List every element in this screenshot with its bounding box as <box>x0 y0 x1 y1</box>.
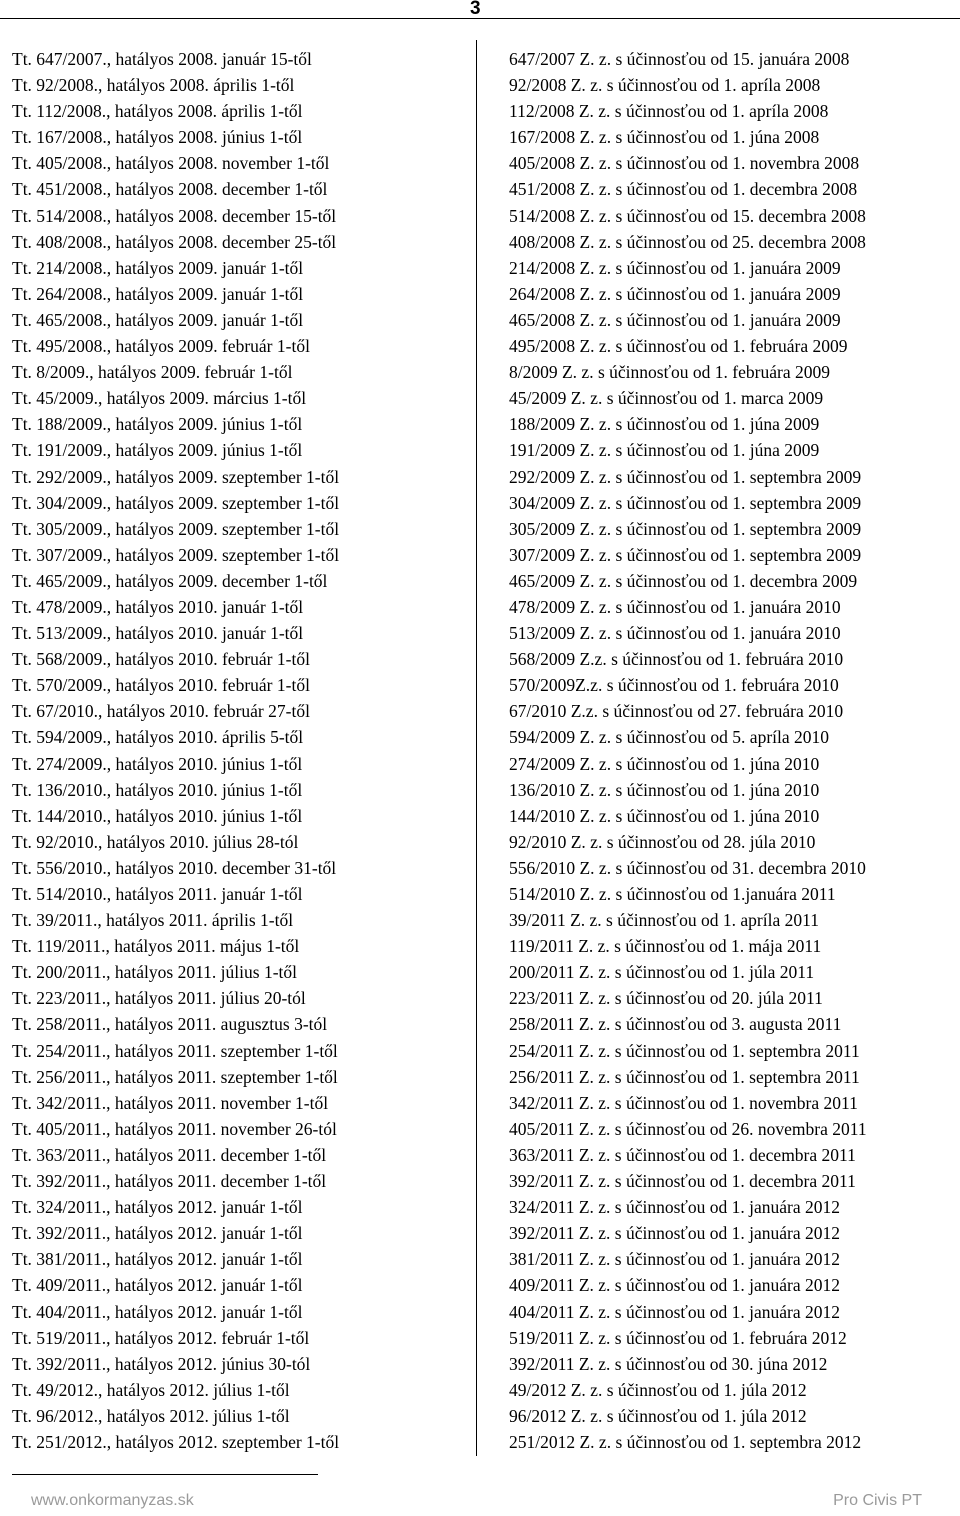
hungarian-amendment-entry: Tt. 568/2009., hatályos 2010. február 1-től <box>12 649 310 670</box>
hungarian-amendment-entry: Tt. 465/2009., hatályos 2009. december 1-től <box>12 570 328 591</box>
slovak-amendment-entry: 647/2007 Z. z. s účinnosťou od 15. januára 2008 <box>509 49 850 69</box>
hungarian-amendment-entry: Tt. 45/2009., hatályos 2009. március 1-től <box>12 388 307 409</box>
hungarian-amendment-entry: Tt. 495/2008., hatályos 2009. február 1-től <box>12 336 310 357</box>
slovak-amendment-entry: 96/2012 Z. z. s účinnosťou od 1. júla 2012 <box>509 1405 807 1426</box>
hungarian-amendment-entry: Tt. 305/2009., hatályos 2009. szeptember 1-től <box>12 518 340 539</box>
hungarian-amendment-entry: Tt. 112/2008., hatályos 2008. április 1-től <box>12 101 303 122</box>
slovak-amendment-entry: 465/2008 Z. z. s účinnosťou od 1. januára 2009 <box>509 309 841 330</box>
hungarian-amendment-entry: Tt. 451/2008., hatályos 2008. december 1-től <box>12 179 328 200</box>
hungarian-amendment-entry: Tt. 478/2009., hatályos 2010. január 1-től <box>12 596 304 617</box>
hungarian-amendment-entry: Tt. 223/2011., hatályos 2011. július 20-tól <box>12 988 306 1009</box>
slovak-amendment-entry: 256/2011 Z. z. s účinnosťou od 1. septembra 2011 <box>509 1066 860 1087</box>
hungarian-amendment-entry: Tt. 392/2011., hatályos 2012. június 30-tól <box>12 1353 311 1374</box>
hungarian-amendment-entry: Tt. 556/2010., hatályos 2010. december 31-től <box>12 857 337 878</box>
hungarian-amendment-entry: Tt. 594/2009., hatályos 2010. április 5-től <box>12 727 304 748</box>
hungarian-amendment-entry: Tt. 167/2008., hatályos 2008. június 1-től <box>12 127 303 148</box>
slovak-amendment-entry: 513/2009 Z. z. s účinnosťou od 1. januára 2010 <box>509 623 841 644</box>
slovak-amendment-entry: 363/2011 Z. z. s účinnosťou od 1. decembra 2011 <box>509 1144 856 1165</box>
slovak-amendment-entry: 188/2009 Z. z. s účinnosťou od 1. júna 2009 <box>509 414 820 435</box>
slovak-amendment-entry: 251/2012 Z. z. s účinnosťou od 1. septembra 2012 <box>509 1431 862 1452</box>
slovak-amendment-entry: 264/2008 Z. z. s účinnosťou od 1. januára 2009 <box>509 283 841 304</box>
slovak-amendment-entry: 465/2009 Z. z. s účinnosťou od 1. decembra 2009 <box>509 570 858 591</box>
hungarian-amendment-entry: Tt. 647/2007., hatályos 2008. január 15-től <box>12 49 312 69</box>
slovak-amendment-entry: 392/2011 Z. z. s účinnosťou od 30. júna 2012 <box>509 1353 828 1374</box>
slovak-amendment-entry: 514/2010 Z. z. s účinnosťou od 1.januára 2011 <box>509 884 836 904</box>
hungarian-amendment-entry: Tt. 514/2008., hatályos 2008. december 15-től <box>12 205 337 226</box>
slovak-amendment-entry: 307/2009 Z. z. s účinnosťou od 1. septembra 2009 <box>509 544 862 565</box>
slovak-amendment-entry: 324/2011 Z. z. s účinnosťou od 1. januára 2012 <box>509 1197 841 1218</box>
slovak-amendment-entry: 556/2010 Z. z. s účinnosťou od 31. decembra 2010 <box>509 857 866 878</box>
hungarian-amendment-entry: Tt. 304/2009., hatályos 2009. szeptember 1-től <box>12 492 340 513</box>
slovak-amendment-entry: 451/2008 Z. z. s účinnosťou od 1. decembra 2008 <box>509 179 858 200</box>
slovak-amendment-entry: 274/2009 Z. z. s účinnosťou od 1. júna 2010 <box>509 753 820 774</box>
slovak-amendment-entry: 478/2009 Z. z. s účinnosťou od 1. januára 2010 <box>509 596 841 617</box>
hungarian-amendment-entry: Tt. 258/2011., hatályos 2011. augusztus 3-tól <box>12 1014 328 1035</box>
slovak-amendment-entry: 200/2011 Z. z. s účinnosťou od 1. júla 2011 <box>509 962 815 983</box>
slovak-amendment-entry: 92/2008 Z. z. s účinnosťou od 1. apríla 2008 <box>509 75 821 96</box>
slovak-amendment-entry: 92/2010 Z. z. s účinnosťou od 28. júla 2010 <box>509 831 816 852</box>
hungarian-amendment-entry: Tt. 409/2011., hatályos 2012. január 1-től <box>12 1275 303 1296</box>
hungarian-amendment-entry: Tt. 92/2010., hatályos 2010. július 28-tól <box>12 831 299 852</box>
hungarian-amendment-entry: Tt. 200/2011., hatályos 2011. július 1-től <box>12 962 298 983</box>
hungarian-amendment-entry: Tt. 519/2011., hatályos 2012. február 1-től <box>12 1327 310 1348</box>
slovak-amendment-entry: 408/2008 Z. z. s účinnosťou od 25. decembra 2008 <box>509 231 866 252</box>
slovak-amendment-entry: 258/2011 Z. z. s účinnosťou od 3. augusta 2011 <box>509 1014 842 1035</box>
hungarian-amendment-entry: Tt. 363/2011., hatályos 2011. december 1-től <box>12 1144 327 1165</box>
slovak-amendment-entry: 214/2008 Z. z. s účinnosťou od 1. januára 2009 <box>509 257 841 278</box>
hungarian-amendment-list <box>12 46 467 1455</box>
hungarian-amendment-entry: Tt. 392/2011., hatályos 2012. január 1-től <box>12 1223 303 1244</box>
hungarian-amendment-entry: Tt. 307/2009., hatályos 2009. szeptember 1-től <box>12 544 340 565</box>
slovak-amendment-entry: 392/2011 Z. z. s účinnosťou od 1. decembra 2011 <box>509 1171 856 1192</box>
slovak-amendment-entry: 191/2009 Z. z. s účinnosťou od 1. júna 2009 <box>509 440 820 461</box>
slovak-amendment-entry: 305/2009 Z. z. s účinnosťou od 1. septembra 2009 <box>509 518 862 539</box>
slovak-amendment-entry: 292/2009 Z. z. s účinnosťou od 1. septembra 2009 <box>509 466 862 487</box>
slovak-amendment-entry: 570/2009Z.z. s účinnosťou od 1. februára 2010 <box>509 675 839 696</box>
hungarian-amendment-entry: Tt. 264/2008., hatályos 2009. január 1-től <box>12 283 304 304</box>
slovak-amendment-entry: 342/2011 Z. z. s účinnosťou od 1. novembra 2011 <box>509 1092 858 1113</box>
hungarian-amendment-entry: Tt. 256/2011., hatályos 2011. szeptember 1-től <box>12 1066 338 1087</box>
hungarian-amendment-entry: Tt. 381/2011., hatályos 2012. január 1-től <box>12 1249 303 1270</box>
slovak-amendment-entry: 405/2011 Z. z. s účinnosťou od 26. novembra 2011 <box>509 1118 867 1139</box>
hungarian-amendment-entry: Tt. 92/2008., hatályos 2008. április 1-től <box>12 75 295 96</box>
slovak-amendment-entry: 392/2011 Z. z. s účinnosťou od 1. januára 2012 <box>509 1223 841 1244</box>
slovak-amendment-entry: 404/2011 Z. z. s účinnosťou od 1. januára 2012 <box>509 1301 841 1322</box>
footer-website: www.onkormanyzas.sk <box>31 1492 194 1509</box>
hungarian-amendment-entry: Tt. 136/2010., hatályos 2010. június 1-től <box>12 779 303 800</box>
hungarian-amendment-entry: Tt. 144/2010., hatályos 2010. június 1-től <box>12 805 303 826</box>
hungarian-amendment-entry: Tt. 405/2008., hatályos 2008. november 1-től <box>12 153 330 174</box>
slovak-amendment-entry: 409/2011 Z. z. s účinnosťou od 1. januára 2012 <box>509 1275 841 1296</box>
hungarian-amendment-entry: Tt. 49/2012., hatályos 2012. július 1-től <box>12 1379 290 1400</box>
hungarian-amendment-entry: Tt. 67/2010., hatályos 2010. február 27-től <box>12 701 310 722</box>
slovak-amendment-entry: 67/2010 Z.z. s účinnosťou od 27. februára 2010 <box>509 701 844 722</box>
hungarian-amendment-entry: Tt. 404/2011., hatályos 2012. január 1-től <box>12 1301 303 1322</box>
slovak-amendment-entry: 8/2009 Z. z. s účinnosťou od 1. februára 2009 <box>509 362 830 383</box>
hungarian-amendment-entry: Tt. 188/2009., hatályos 2009. június 1-től <box>12 414 303 435</box>
hungarian-amendment-entry: Tt. 214/2008., hatályos 2009. január 1-től <box>12 257 304 278</box>
slovak-amendment-entry: 405/2008 Z. z. s účinnosťou od 1. novembra 2008 <box>509 153 860 174</box>
hungarian-amendment-entry: Tt. 513/2009., hatályos 2010. január 1-től <box>12 623 304 644</box>
slovak-amendment-entry: 223/2011 Z. z. s účinnosťou od 20. júla 2011 <box>509 988 823 1009</box>
slovak-amendment-entry: 514/2008 Z. z. s účinnosťou od 15. decembra 2008 <box>509 205 866 226</box>
hungarian-amendment-entry: Tt. 191/2009., hatályos 2009. június 1-től <box>12 440 303 461</box>
hungarian-amendment-entry: Tt. 324/2011., hatályos 2012. január 1-től <box>12 1197 303 1218</box>
slovak-amendment-entry: 495/2008 Z. z. s účinnosťou od 1. februára 2009 <box>509 336 848 357</box>
slovak-amendment-entry: 568/2009 Z.z. s účinnosťou od 1. februára 2010 <box>509 649 844 670</box>
page-number: 3 <box>470 0 481 19</box>
hungarian-amendment-entry: Tt. 292/2009., hatályos 2009. szeptember 1-től <box>12 466 340 487</box>
hungarian-amendment-entry: Tt. 96/2012., hatályos 2012. július 1-től <box>12 1405 290 1426</box>
slovak-amendment-list <box>509 46 954 1455</box>
hungarian-amendment-entry: Tt. 342/2011., hatályos 2011. november 1-től <box>12 1092 329 1113</box>
hungarian-amendment-entry: Tt. 570/2009., hatályos 2010. február 1-től <box>12 675 310 696</box>
slovak-amendment-entry: 519/2011 Z. z. s účinnosťou od 1. februára 2012 <box>509 1327 847 1348</box>
slovak-amendment-entry: 45/2009 Z. z. s účinnosťou od 1. marca 2009 <box>509 388 824 409</box>
slovak-amendment-entry: 49/2012 Z. z. s účinnosťou od 1. júla 2012 <box>509 1379 807 1400</box>
slovak-amendment-entry: 254/2011 Z. z. s účinnosťou od 1. septembra 2011 <box>509 1040 860 1061</box>
hungarian-amendment-entry: Tt. 405/2011., hatályos 2011. november 26-tól <box>12 1118 337 1139</box>
footer-publisher: Pro Civis PT <box>833 1492 922 1509</box>
slovak-amendment-entry: 112/2008 Z. z. s účinnosťou od 1. apríla 2008 <box>509 101 829 122</box>
hungarian-amendment-entry: Tt. 8/2009., hatályos 2009. február 1-től <box>12 362 293 383</box>
header-rule <box>0 18 960 19</box>
slovak-amendment-entry: 144/2010 Z. z. s účinnosťou od 1. júna 2010 <box>509 805 820 826</box>
hungarian-amendment-entry: Tt. 254/2011., hatályos 2011. szeptember 1-től <box>12 1040 338 1061</box>
hungarian-amendment-entry: Tt. 514/2010., hatályos 2011. január 1-től <box>12 884 303 904</box>
column-divider <box>476 40 477 1456</box>
footer-rule <box>12 1474 318 1475</box>
hungarian-amendment-entry: Tt. 119/2011., hatályos 2011. május 1-től <box>12 936 300 957</box>
slovak-amendment-entry: 381/2011 Z. z. s účinnosťou od 1. januára 2012 <box>509 1249 841 1270</box>
hungarian-amendment-entry: Tt. 274/2009., hatályos 2010. június 1-től <box>12 753 303 774</box>
hungarian-amendment-entry: Tt. 392/2011., hatályos 2011. december 1-től <box>12 1171 327 1192</box>
slovak-amendment-entry: 136/2010 Z. z. s účinnosťou od 1. júna 2010 <box>509 779 820 800</box>
hungarian-amendment-entry: Tt. 251/2012., hatályos 2012. szeptember 1-től <box>12 1431 340 1452</box>
slovak-amendment-entry: 594/2009 Z. z. s účinnosťou od 5. apríla 2010 <box>509 727 830 748</box>
hungarian-amendment-entry: Tt. 408/2008., hatályos 2008. december 25-től <box>12 231 337 252</box>
slovak-amendment-entry: 167/2008 Z. z. s účinnosťou od 1. júna 2008 <box>509 127 820 148</box>
hungarian-amendment-entry: Tt. 39/2011., hatályos 2011. április 1-től <box>12 910 294 931</box>
slovak-amendment-entry: 304/2009 Z. z. s účinnosťou od 1. septembra 2009 <box>509 492 862 513</box>
slovak-amendment-entry: 119/2011 Z. z. s účinnosťou od 1. mája 2011 <box>509 936 822 957</box>
slovak-amendment-entry: 39/2011 Z. z. s účinnosťou od 1. apríla 2011 <box>509 910 819 931</box>
hungarian-amendment-entry: Tt. 465/2008., hatályos 2009. január 1-től <box>12 309 304 330</box>
